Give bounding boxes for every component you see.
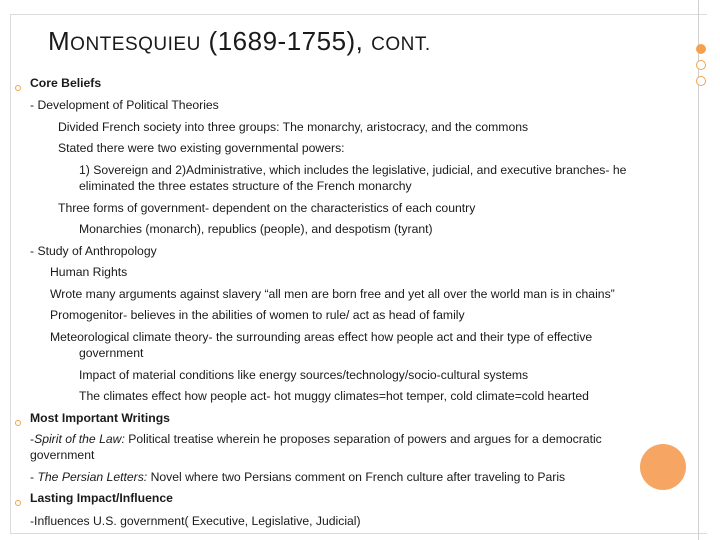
list-item: government (79, 346, 144, 360)
list-item: Human Rights (50, 265, 128, 279)
title-smallcaps: ONTESQUIEU (70, 34, 201, 55)
title-initial: M (48, 26, 71, 56)
list-item: Meteorological climate theory- the surrounding areas effect how people act and their type of effective (50, 330, 593, 344)
list-item: - Study of Anthropology (30, 244, 157, 258)
heading-core-beliefs: Core Beliefs (30, 76, 102, 90)
list-item: -Spirit of the Law: Political treatise wherein he proposes separation of powers and argues for a democratic (30, 432, 602, 446)
heading-impact: Lasting Impact/Influence (30, 491, 173, 505)
title-cont: CONT. (371, 34, 431, 55)
dot-icon (696, 76, 706, 86)
bullet-icon (15, 420, 21, 426)
list-item: - The Persian Letters: Novel where two Persians comment on French culture after traveling to Paris (30, 470, 566, 484)
list-item: Impact of material conditions like energy sources/technology/socio-cultural systems (79, 368, 529, 382)
title-years: (1689-1755), (208, 26, 364, 56)
list-item: Stated there were two existing governmental powers: (58, 141, 345, 155)
list-item: -Influences U.S. government( Executive, Legislative, Judicial) (30, 514, 361, 528)
list-item: government (30, 448, 95, 462)
list-item: Promogenitor- believes in the abilities of women to rule/ act as head of family (50, 308, 465, 322)
bullet-icon (15, 85, 21, 91)
list-item: - Development of Political Theories (30, 98, 219, 112)
dot-icon (696, 44, 706, 54)
list-item: Monarchies (monarch), republics (people), and despotism (tyrant) (79, 222, 433, 236)
dot-icon (696, 60, 706, 70)
decorative-circle (640, 444, 686, 490)
heading-writings: Most Important Writings (30, 411, 170, 425)
list-item: Three forms of government- dependent on the characteristics of each country (58, 201, 476, 215)
list-item: Wrote many arguments against slavery “all men are born free and yet all over the world man is in chains” (50, 287, 615, 301)
list-item: eliminated the three estates structure of the French monarchy (79, 179, 412, 193)
list-item: The climates effect how people act- hot muggy climates=hot temper, cold climate=cold hearted (79, 389, 589, 403)
list-item: Divided French society into three groups: The monarchy, aristocracy, and the commons (58, 120, 529, 134)
list-item: 1) Sovereign and 2)Administrative, which includes the legislative, judicial, and executive branches- he (79, 163, 627, 177)
decorative-dots (696, 0, 708, 540)
slide-title (48, 26, 431, 57)
bullet-icon (15, 500, 21, 506)
